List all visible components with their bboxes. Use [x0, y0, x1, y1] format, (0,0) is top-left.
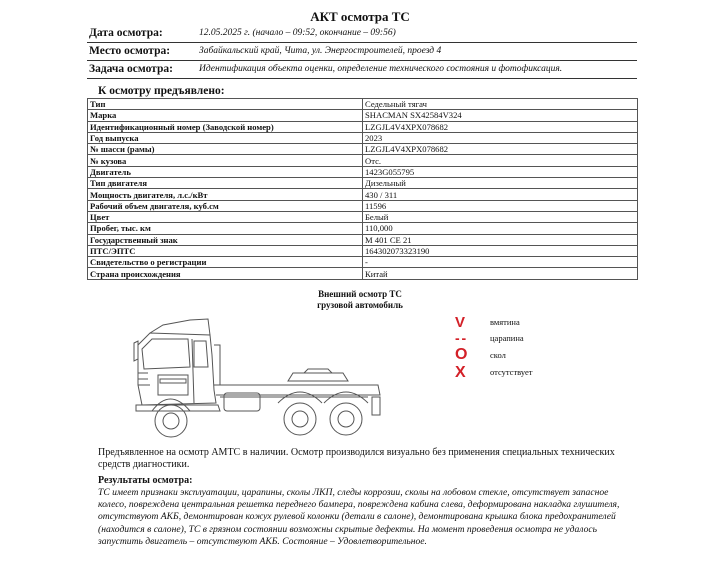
- spec-value: Дизельный: [363, 178, 638, 189]
- dent-icon: V: [455, 314, 466, 331]
- spec-value: Белый: [363, 211, 638, 222]
- spec-value: 1423G055795: [363, 166, 638, 177]
- table-row: [88, 257, 638, 268]
- inspection-task-label: Задача осмотра:: [89, 63, 173, 75]
- inspection-place-label: Место осмотра:: [89, 45, 171, 57]
- table-row: [88, 189, 638, 200]
- spec-key: Цвет: [88, 211, 363, 222]
- vehicle-spec-table: [87, 98, 638, 280]
- spec-key: Государственный знак: [88, 234, 363, 245]
- external-inspection-heading: [300, 289, 420, 311]
- spec-key: Пробег, тыс. км: [88, 223, 363, 234]
- spec-key: Тип двигателя: [88, 178, 363, 189]
- inspection-date-label: Дата осмотра:: [89, 27, 163, 39]
- table-row: [88, 132, 638, 143]
- inspection-task-row: [87, 63, 637, 79]
- spec-value: 11596: [363, 200, 638, 211]
- spec-value: -: [363, 257, 638, 268]
- legend-scratch-label: царапина: [490, 333, 524, 343]
- spec-key: Тип: [88, 99, 363, 110]
- results-heading: Результаты осмотра:: [98, 475, 193, 486]
- spec-value: 430 / 311: [363, 189, 638, 200]
- scratch-icon: - -: [455, 330, 466, 346]
- spec-value: LZGJL4V4XPX078682: [363, 121, 638, 132]
- spec-key: Идентификационный номер (Заводской номер): [88, 121, 363, 132]
- external-inspection-title: Внешний осмотр ТС: [318, 289, 402, 299]
- table-row: [88, 245, 638, 256]
- spec-value: М 401 СЕ 21: [363, 234, 638, 245]
- spec-value: LZGJL4V4XPX078682: [363, 144, 638, 155]
- table-row: [88, 166, 638, 177]
- spec-key: № кузова: [88, 155, 363, 166]
- spec-key: Год выпуска: [88, 132, 363, 143]
- inspection-task-value: Идентификация объекта оценки, определение технического состояния и фотофиксация.: [199, 64, 563, 74]
- legend-missing-label: отсутствует: [490, 367, 533, 377]
- spec-value: 2023: [363, 132, 638, 143]
- table-row: [88, 144, 638, 155]
- document-title: АКТ осмотра ТС: [310, 9, 410, 24]
- inspection-place-row: [87, 45, 637, 61]
- inspection-note: Предъявленное на осмотр АМТС в наличии. Осмотр производился визуально без применения специальных технических средств диагностики.: [98, 447, 615, 470]
- legend-dent-label: вмятина: [490, 317, 520, 327]
- results-text: ТС имеет признаки эксплуатации, царапины, сколы ЛКП, следы коррозии, сколы на лобовом стекле, отсутствует запасное колесо, повреждена центральная решетка переднего бампера, повреждена кабина слева, деформирована накладка глушителя, отсутствуют АКБ, демонтирован кожух рулевой колонки (детали в салоне), демонтирована крышка блока предохранителей (находится в салоне), ТС в грязном состоянии возможны скрытые дефекты. На момент проведения осмотра не удалось запустить двигатель – отсутствуют АКБ. Состояние – Удовлетворительное.: [98, 487, 620, 547]
- spec-value: SHACMAN SX42584V324: [363, 110, 638, 121]
- spec-key: Рабочий объем двигателя, куб.см: [88, 200, 363, 211]
- spec-key: Марка: [88, 110, 363, 121]
- spec-value: 110,000: [363, 223, 638, 234]
- spec-key: ПТС/ЭПТС: [88, 245, 363, 256]
- table-row: [88, 268, 638, 279]
- spec-key: Двигатель: [88, 166, 363, 177]
- table-row: [88, 99, 638, 110]
- spec-key: № шасси (рамы): [88, 144, 363, 155]
- table-row: [88, 110, 638, 121]
- truck-diagram: [128, 315, 393, 443]
- spec-value: 164302073323190: [363, 245, 638, 256]
- spec-key: Страна происхождения: [88, 268, 363, 279]
- inspection-date-row: [87, 27, 637, 43]
- table-row: [88, 121, 638, 132]
- legend-chip-label: скол: [490, 350, 506, 360]
- inspection-date-value: 12.05.2025 г. (начало – 09:52, окончание – 09:56): [199, 28, 396, 38]
- table-row: [88, 200, 638, 211]
- table-row: [88, 178, 638, 189]
- chip-icon: O: [455, 346, 468, 363]
- presented-heading: К осмотру предъявлено:: [98, 85, 225, 97]
- table-row: [88, 155, 638, 166]
- inspection-place-value: Забайкальский край, Чита, ул. Энергостроителей, проезд 4: [199, 46, 442, 56]
- spec-key: Мощность двигателя, л.с./кВт: [88, 189, 363, 200]
- missing-icon: X: [455, 364, 466, 381]
- table-row: [88, 211, 638, 222]
- spec-value: Седельный тягач: [363, 99, 638, 110]
- spec-value: Отс.: [363, 155, 638, 166]
- external-inspection-subtitle: грузовой автомобиль: [317, 300, 403, 310]
- spec-key: Свидетельство о регистрации: [88, 257, 363, 268]
- table-row: [88, 223, 638, 234]
- table-row: [88, 234, 638, 245]
- spec-value: Китай: [363, 268, 638, 279]
